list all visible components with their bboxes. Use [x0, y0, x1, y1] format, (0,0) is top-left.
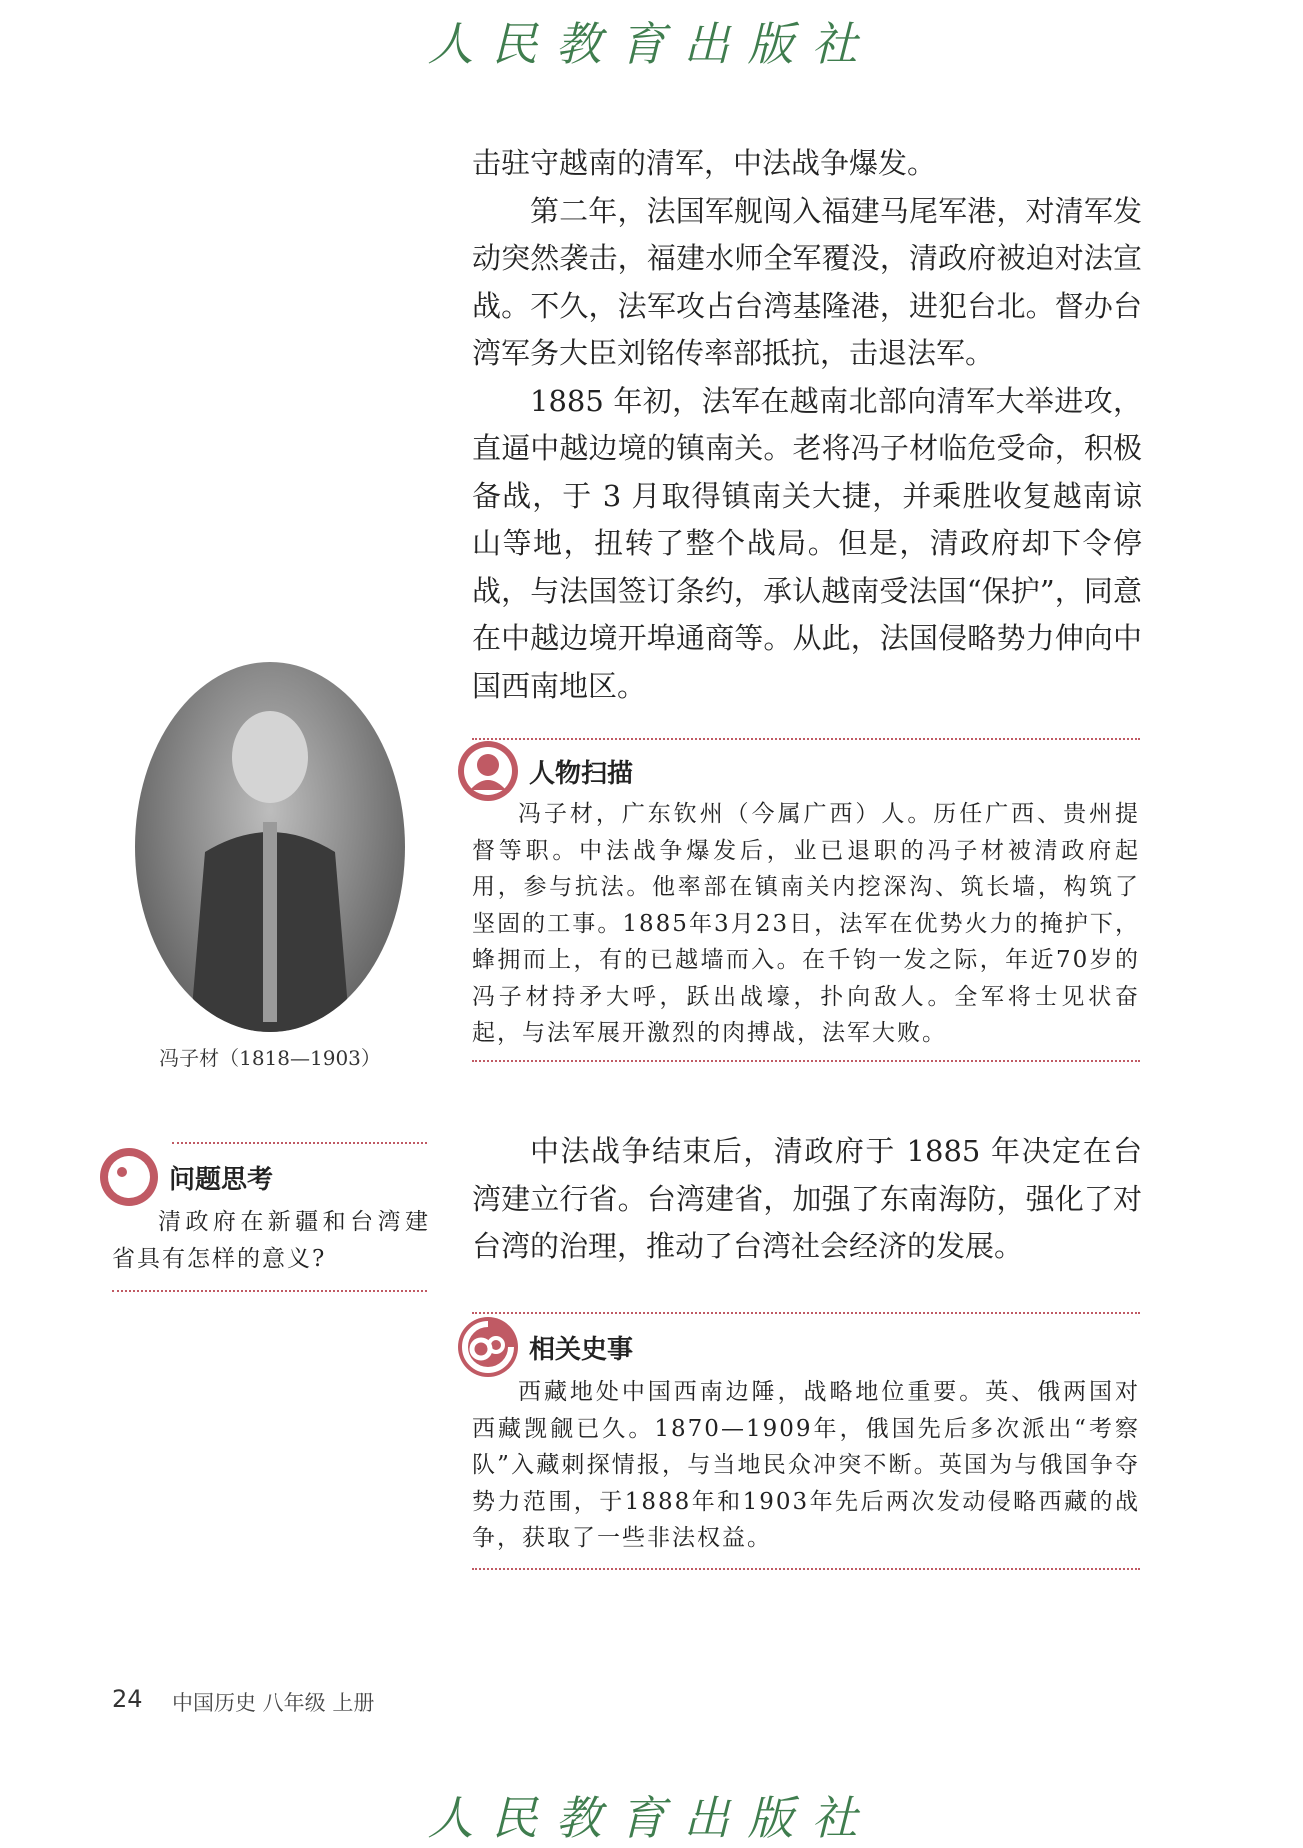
portrait-caption: 冯子材（1818—1903） [159, 1046, 381, 1070]
related-box-title: 相关史事 [529, 1334, 634, 1365]
paragraph: 第二年，法国军舰闯入福建马尾军港，对清军发动突然袭击，福建水师全军覆没，清政府被迫对法宣战。不久，法军攻占台湾基隆港，进犯台北。督办台湾军务大臣刘铭传率部抵抗，击退法军。 [472, 193, 1142, 370]
portrait-figure [135, 662, 405, 1032]
question-box-header [97, 1145, 273, 1209]
figure-box-title: 人物扫描 [529, 758, 634, 789]
related-box-header [455, 1314, 633, 1380]
main-text-block-2 [472, 1128, 1142, 1271]
related-box-paragraph: 西藏地处中国西南边陲，战略地位重要。英、俄两国对西藏觊觎已久。1870—1909年，俄国先后多次派出“考察队”入藏刺探情报，与当地民众冲突不断。英国为与俄国争夺势力范围，于1888年和1903年先后两次发动侵略西藏的战争，获取了一些非法权益。 [472, 1379, 1140, 1551]
figure-box-paragraph: 冯子材，广东钦州（今属广西）人。历任广西、贵州提督等职。中法战争爆发后，业已退职的冯子材被清政府起用，参与抗法。他率部在镇南关内挖深沟、筑长墙，构筑了坚固的工事。1885年3月23日，法军在优势火力的掩护下，蜂拥而上，有的已越墙而入。在千钧一发之际，年近70岁的冯子材持矛大呼，跃出战壕，扑向敌人。全军将士见状奋起，与法军展开激烈的肉搏战，法军大败。 [472, 801, 1140, 1046]
question-icon [97, 1145, 161, 1209]
person-icon [455, 738, 521, 804]
related-box-bottom-divider [472, 1568, 1140, 1570]
publisher-logo-bottom: 人民教育出版社 [427, 1791, 876, 1845]
portrait-photo [135, 662, 405, 1032]
question-box-paragraph: 清政府在新疆和台湾建省具有怎样的意义? [112, 1209, 430, 1272]
main-text-block-1 [472, 140, 1142, 710]
question-box-bottom-divider [112, 1290, 427, 1292]
book-title: 中国历史 八年级 上册 [172, 1691, 375, 1715]
paragraph: 击驻守越南的清军，中法战争爆发。 [472, 146, 937, 180]
figure-box-header [455, 738, 633, 804]
page-number: 24 [112, 1685, 143, 1713]
related-box-text [472, 1374, 1140, 1557]
question-box-text [112, 1204, 430, 1277]
swirl-icon [455, 1314, 521, 1380]
publisher-logo-top: 人民教育出版社 [427, 17, 876, 71]
question-box-title: 问题思考 [169, 1164, 274, 1195]
figure-box-text [472, 796, 1140, 1052]
question-box-top-divider [172, 1142, 427, 1144]
paragraph: 中法战争结束后，清政府于 1885 年决定在台湾建立行省。台湾建省，加强了东南海防，强化了对台湾的治理，推动了台湾社会经济的发展。 [472, 1134, 1142, 1263]
paragraph: 1885 年初，法军在越南北部向清军大举进攻，直逼中越边境的镇南关。老将冯子材临危受命，积极备战，于 3 月取得镇南关大捷，并乘胜收复越南谅山等地，扭转了整个战局。但是，清政府却下令停战，与法国签订条约，承认越南受法国“保护”，同意在中越边境开埠通商等。从此，法国侵略势力伸向中国西南地区。 [472, 383, 1142, 703]
figure-box-bottom-divider [472, 1060, 1140, 1062]
